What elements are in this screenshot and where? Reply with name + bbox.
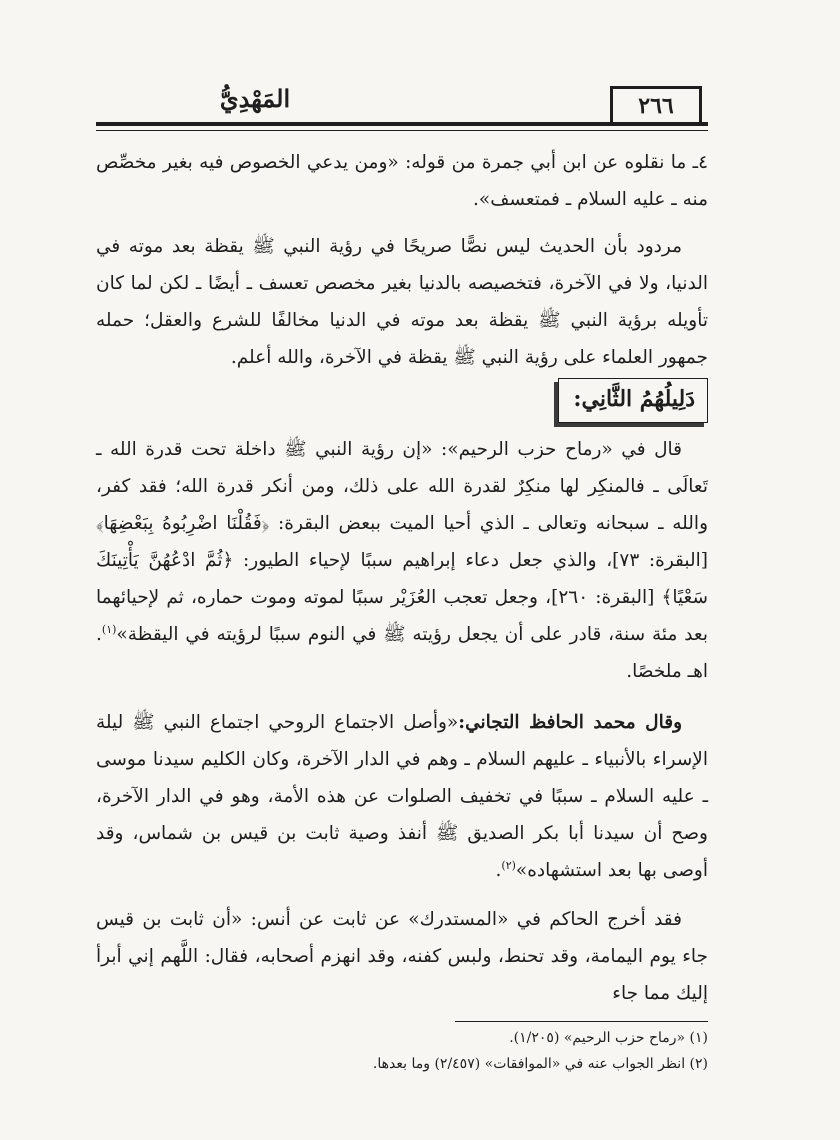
section-heading: دَلِيلُهُمُ الثَّانِي:: [558, 378, 708, 423]
quran-reference-2: [البقرة: ٢٦٠]،: [545, 587, 655, 608]
paragraph-4-quote: «وأصل الاجتماع الروحي اجتماع النبي ﷺ ليلة الإسراء بالأنبياء ـ عليهم السلام ـ وهم في الدار الآخرة، وكان الكليم سيدنا موسى ـ عليه السلام ـ سببًا في تخفيف الصلوات عن هذه الأمة، وهو في الدار الآخرة، وصح أن سيدنا أبا بكر الصديق ﷺ أنفذ وصية ثابت بن قيس بن شماس، وقد أوصى بها بعد استشهاده»: [96, 712, 708, 881]
quran-reference-1: [البقرة: ٧٣]،: [606, 550, 708, 571]
paragraph-3-text-c: وجعل تعجب العُزَيْر سببًا لموته وموت حماره، ثم لإحيائهما بعد مئة سنة، قادر على أن يجعل رؤيته ﷺ في النوم سببًا لرؤيته في اليقظة»: [96, 587, 708, 645]
paragraph-4: [96, 704, 708, 889]
header-rule-thick: [96, 122, 708, 126]
paragraph-2: مردود بأن الحديث ليس نصًّا صريحًا في رؤية النبي ﷺ يقظة بعد موته في الدنيا، ولا في الآخرة، فتخصيصه بالدنيا بغير مخصص تعسف ـ أيضًا ـ لكن لما كان تأويله برؤية النبي ﷺ يقظة بعد موته في الدنيا مخالفًا للشرع والعقل؛ حمله جمهور العلماء على رؤية النبي ﷺ يقظة في الآخرة، والله أعلم.: [96, 236, 708, 368]
paragraph-4-end: .: [495, 860, 502, 881]
paragraph-5: فقد أخرج الحاكم في «المستدرك» عن ثابت عن أنس: «أن ثابت بن قيس جاء يوم اليمامة، وقد تحنط، ولبس كفنه، وقد انهزم أصحابه، فقال: اللَّهم إني أبرأ إليك مما جاء: [96, 909, 708, 1004]
body-text: [96, 144, 708, 1012]
footnote-ref-1: (١): [101, 622, 117, 636]
paragraph-3: [96, 431, 708, 690]
footnote-separator: [455, 1021, 708, 1022]
paragraph-3-text-a: قال في «رماح حزب الرحيم»: «إن رؤية النبي ﷺ داخلة تحت قدرة الله ـ تَعالَى ـ فالمنكِر لها منكِرٌ لقدرة الله على ذلك، ومن أنكر قدرة الله؛ فقد كفر، والله ـ سبحانه وتعالى ـ الذي أحيا الميت ببعض البقرة:: [96, 439, 709, 534]
page-number: ٢٦٦: [610, 86, 702, 123]
quran-verse-1: ﴿فَقُلْنَا اضْرِبُوهُ بِبَعْضِهَا﴾: [96, 513, 270, 534]
running-title: المَهْدِيُّ: [219, 84, 291, 113]
footnote-ref-2: (٢): [501, 858, 516, 872]
footnote-1: (١) «رماح حزب الرحيم» (١/٢٠٥).: [509, 1030, 708, 1046]
footnote-2: (٢) انظر الجواب عنه في «الموافقات» (٢/٤٥٧) وما بعدها.: [372, 1056, 708, 1072]
header-rule-thin: [96, 130, 708, 131]
quran-verse-2: ﴿ثُمَّ ادْعُهُنَّ يَأْتِينَكَ سَعْيًا﴾: [96, 550, 708, 608]
paragraph-1: ٤ـ ما نقلوه عن ابن أبي جمرة من قوله: «ومن يدعي الخصوص فيه بغير مخصِّص منه ـ عليه السلام ـ فمتعسف».: [96, 152, 708, 210]
paragraph-3-text-b: والذي جعل دعاء إبراهيم سببًا لإحياء الطيور:: [242, 550, 597, 571]
paragraph-4-author: وقال محمد الحافظ التجاني:: [458, 712, 683, 733]
paragraph-3-text-d: . اهـ ملخصًا.: [96, 624, 708, 682]
footnotes: [96, 1025, 708, 1077]
